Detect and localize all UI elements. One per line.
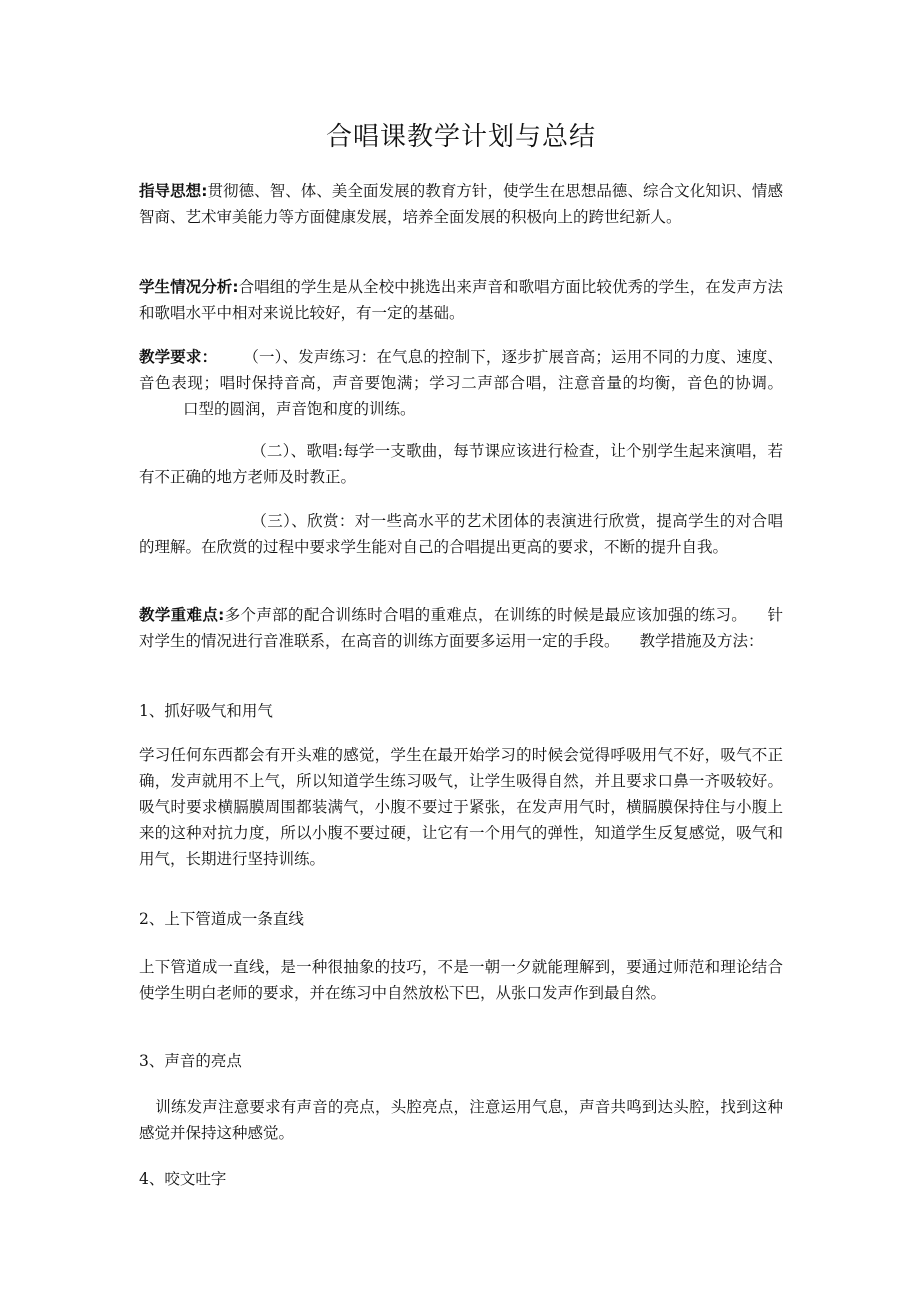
document-title: 合唱课教学计划与总结 [325,122,596,152]
requirements-item3-paragraph [139,508,783,560]
requirements-item2-text: （二）、歌唱:每学一支歌曲，每节课应该进行检查，让个别学生起来演唱，若有不正确的地方老师及时教正。 [139,442,783,486]
section-3-heading: 3、声音的亮点 [139,1052,242,1070]
guiding-paragraph [139,178,783,230]
guiding-label: 指导思想: [139,182,208,200]
section-3-paragraph [139,1094,783,1146]
guiding-text: 贯彻德、智、体、美全面发展的教育方针，使学生在思想品德、综合文化知识、情感智商、艺术审美能力等方面健康发展，培养全面发展的积极向上的跨世纪新人。 [139,182,783,226]
requirements-paragraph [139,344,783,422]
students-text: 合唱组的学生是从全校中挑选出来声音和歌唱方面比较优秀的学生，在发声方法和歌唱水平中相对来说比较好，有一定的基础。 [139,278,783,322]
section-1-heading: 1、抓好吸气和用气 [139,702,273,720]
difficulty-text-b: 针对学生的情况进行音准联系，在高音的训练方面要多运用一定的手段。 [139,606,783,650]
section-1-body: 学习任何东西都会有开头难的感觉，学生在最开始学习的时候会觉得呼吸用气不好，吸气不正确，发声就用不上气，所以知道学生练习吸气，让学生吸得自然，并且要求口鼻一齐吸较好。吸气时要求横膈膜周围都装满气，小腹不要过于紧张，在发声用气时，横膈膜保持住与小腹上来的这种对抗力度，所以小腹不要过硬，让它有一个用气的弹性，知道学生反复感觉，吸气和用气，长期进行坚持训练。 [139,746,783,868]
difficulty-paragraph [139,602,783,654]
requirements-item3-text: （三）、欣赏：对一些高水平的艺术团体的表演进行欣赏，提高学生的对合唱的理解。在欣赏的过程中要求学生能对自己的合唱提出更高的要求，不断的提升自我。 [139,512,783,556]
section-2-body: 上下管道成一直线，是一种很抽象的技巧，不是一朝一夕就能理解到，要通过师范和理论结合使学生明白老师的要求，并在练习中自然放松下巴，从张口发声作到最自然。 [139,958,783,1002]
difficulty-text-a: 多个声部的配合训练时合唱的重难点，在训练的时候是最应该加强的练习。 [224,606,748,624]
section-2-heading: 2、上下管道成一条直线 [139,910,304,928]
difficulty-label: 教学重难点: [139,606,225,624]
document-page [139,0,783,1302]
students-paragraph [139,274,783,326]
students-label: 学生情况分析: [139,278,239,296]
requirements-label: 教学要求： [139,348,218,366]
requirements-item1-text: （一）、发声练习：在气息的控制下，逐步扩展音高；运用不同的力度、速度、音色表现；唱时保持音高，声音要饱满；学习二声部合唱，注意音量的均衡，音色的协调。 [139,348,783,392]
requirements-item1-extra: 口型的圆润，声音饱和度的训练。 [183,400,416,418]
section-4-heading: 4、咬文吐字 [139,1170,227,1188]
requirements-item2-paragraph [139,438,783,490]
section-3-body: 训练发声注意要求有声音的亮点，头腔亮点，注意运用气息，声音共鸣到达头腔，找到这种感觉并保持这种感觉。 [139,1098,783,1142]
difficulty-text-c: 教学措施及方法： [639,632,764,650]
